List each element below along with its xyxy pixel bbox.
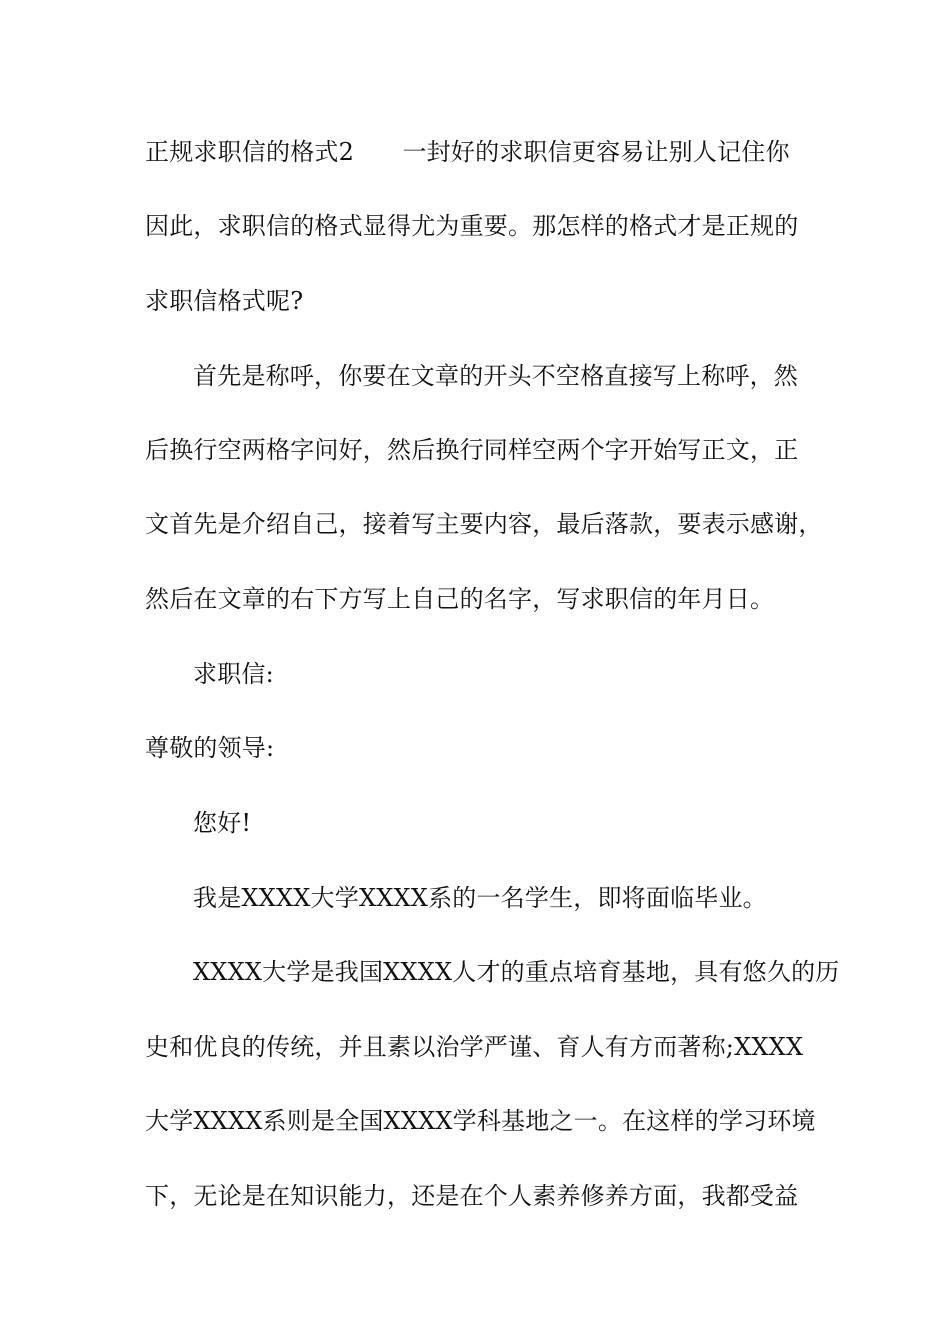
paragraph-line: 下，无论是在知识能力，还是在个人素养修养方面，我都受益 [145, 1182, 799, 1210]
paragraph-line: XXXX大学是我国XXXX人才的重点培育基地，具有悠久的历 [193, 958, 840, 986]
letter-greeting: 您好! [193, 809, 252, 837]
paragraph-line: 因此，求职信的格式显得尤为重要。那怎样的格式才是正规的 [145, 212, 799, 240]
paragraph-line: 文首先是介绍自己，接着写主要内容，最后落款，要表示感谢， [145, 510, 823, 538]
section-heading: 求职信: [193, 660, 274, 688]
letter-salutation: 尊敬的领导: [145, 734, 275, 762]
paragraph-line: 后换行空两格字问好，然后换行同样空两个字开始写正文，正 [145, 436, 799, 464]
paragraph-line: 然后在文章的右下方写上自己的名字，写求职信的年月日。 [145, 585, 775, 613]
paragraph-line: 求职信格式呢? [145, 287, 304, 315]
paragraph-line: 正规求职信的格式2 一封好的求职信更容易让别人记住你 [145, 138, 790, 166]
paragraph-line: 我是XXXX大学XXXX系的一名学生，即将面临毕业。 [193, 884, 767, 912]
paragraph-line: 首先是称呼，你要在文章的开头不空格直接写上称呼，然 [193, 362, 798, 390]
paragraph-line: 史和优良的传统，并且素以治学严谨、育人有方而著称;XXXX [145, 1033, 804, 1061]
paragraph-line: 大学XXXX系则是全国XXXX学科基地之一。在这样的学习环境 [145, 1107, 816, 1135]
